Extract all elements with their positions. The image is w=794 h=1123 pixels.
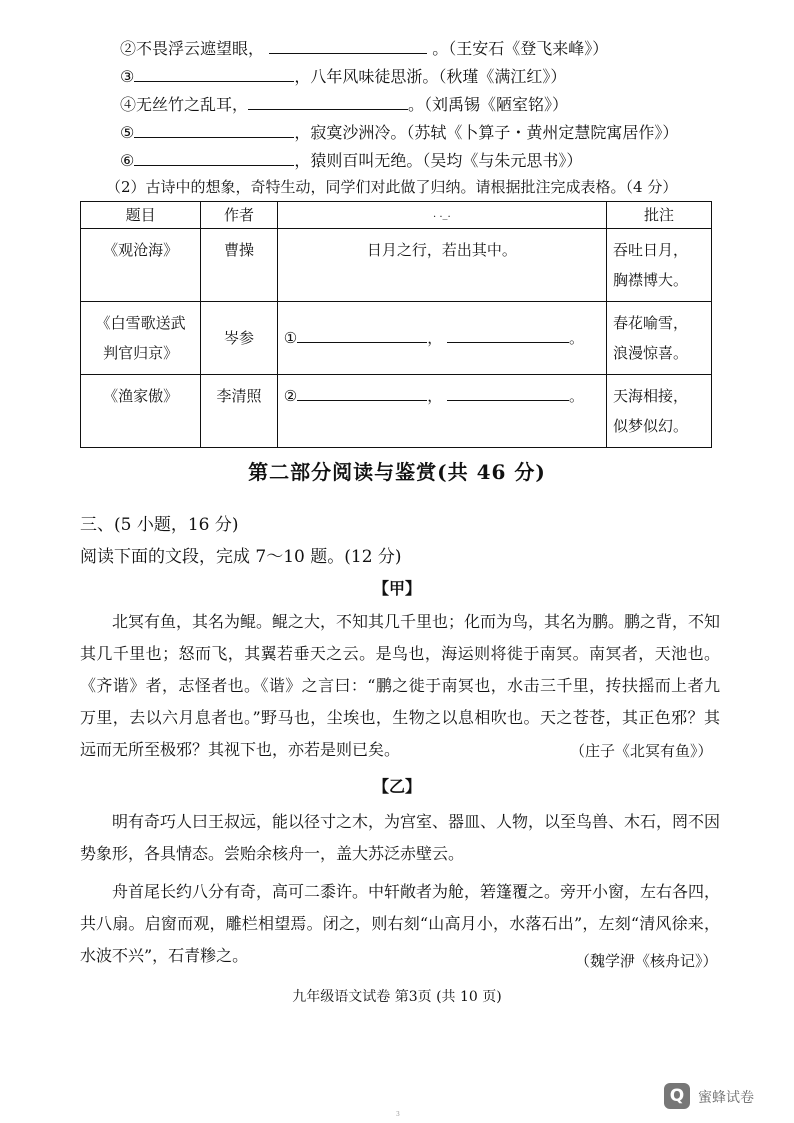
line-number: ②	[120, 39, 137, 58]
answer-blank[interactable]	[447, 386, 569, 401]
passage-jia: 北冥有鱼，其名为鲲。鲲之大，不知其几千里也；化而为鸟，其名为鹏。鹏之背，不知其几千里也；怒而飞，其翼若垂天之云。是鸟也，海运则将徙于南冥。南冥者，天池也。《齐谐》者，志怪者也。《谐》之言曰：“鹏之徙于南冥也，水击三千里，抟扶摇而上者九万里，去以六月息者也。”野马也，尘埃也，生物之以息相吹也。天之苍苍，其正色邪？其远而无所至极邪？其视下也，亦若是则已矣。	[80, 612, 721, 759]
reading-instruction: 阅读下面的文段，完成 7～10 题。(12 分)	[80, 547, 402, 567]
answer-blank[interactable]	[447, 328, 569, 343]
header-title: 题目	[81, 202, 201, 229]
part-2-title: 第二部分阅读与鉴赏(共 46 分)	[248, 460, 546, 484]
passage-yi-paragraph-1: 明有奇巧人曰王叔远，能以径寸之木，为宫室、器皿、人物，以至鸟兽、木石，罔不因势象形，各具情态。尝贻余核舟一，盖大苏泛赤壁云。	[80, 812, 721, 863]
fill-line-5: ⑤ ，寂寞沙洲冷。（苏轼《卜算子・黄州定慧院寓居作》）	[120, 123, 679, 142]
answer-blank[interactable]	[248, 95, 408, 110]
watermark-logo-icon: Q	[664, 1083, 690, 1109]
answer-blank[interactable]	[134, 67, 294, 82]
answer-blank[interactable]	[269, 39, 427, 54]
header-verse: . ._.	[277, 202, 606, 229]
table-row	[81, 375, 712, 448]
poem-title: 《白雪歌送武 判官归京》	[81, 302, 201, 375]
fill-line-2: ②不畏浮云遮望眼， 。（王安石《登飞来峰》）	[120, 39, 609, 58]
line-number: ⑤	[120, 123, 135, 142]
line-number: ③	[120, 67, 135, 86]
answer-blank[interactable]	[297, 328, 427, 343]
header-note: 批注	[606, 202, 711, 229]
table-row	[81, 302, 712, 375]
annotation: 春花喻雪， 浪漫惊喜。	[606, 302, 711, 375]
question-2-prompt: （2）古诗中的想象，奇特生动，同学们对此做了归纳。请根据批注完成表格。（4 分）	[106, 178, 678, 196]
answer-blank[interactable]	[134, 123, 294, 138]
poem-author: 李清照	[201, 375, 277, 448]
poem-author: 曹操	[201, 229, 277, 302]
line-number: ⑥	[120, 151, 135, 170]
imagination-table	[80, 201, 712, 448]
answer-blank[interactable]	[134, 151, 294, 166]
verse-blanks: ① ， 。	[277, 302, 606, 375]
passage-yi-label: 【乙】	[372, 777, 421, 796]
fill-line-3: ③ ，八年风味徒思浙。（秋瑾《满江红》）	[120, 67, 567, 86]
passage-yi-paragraph-2: 舟首尾长约八分有奇，高可二黍许。中轩敞者为舱，箬篷覆之。旁开小窗，左右各四，共八扇。启窗而观，雕栏相望焉。闭之，则右刻“山高月小，水落石出”，左刻“清风徐来，水波不兴”，石青糁之。	[80, 882, 721, 965]
passage-jia-source: （庄子《北冥有鱼》）	[570, 742, 713, 760]
watermark-text: 蜜蜂试卷	[698, 1090, 754, 1106]
passage-yi-source: （魏学洢《核舟记》）	[575, 952, 718, 970]
table-row	[81, 229, 712, 302]
poem-title: 《观沧海》	[81, 229, 201, 302]
section-3-heading: 三、(5 小题，16 分)	[80, 515, 239, 535]
poem-verse: 日月之行，若出其中。	[277, 229, 606, 302]
answer-blank[interactable]	[297, 386, 427, 401]
poem-title: 《渔家傲》	[81, 375, 201, 448]
page-footer: 九年级语文试卷 第3页 (共 10 页)	[292, 989, 502, 1005]
fill-line-4: ④无丝竹之乱耳， 。（刘禹锡《陋室铭》）	[120, 95, 569, 114]
annotation: 天海相接， 似梦似幻。	[606, 375, 711, 448]
page-mark: 3	[396, 1111, 400, 1118]
passage-jia-label: 【甲】	[372, 579, 421, 598]
line-number: ④	[120, 95, 137, 114]
verse-blanks: ② ， 。	[277, 375, 606, 448]
fill-line-6: ⑥ ，猿则百叫无绝。（吴均《与朱元思书》）	[120, 151, 583, 170]
header-author: 作者	[201, 202, 277, 229]
annotation: 吞吐日月， 胸襟博大。	[606, 229, 711, 302]
table-header-row	[81, 202, 712, 229]
poem-author: 岑参	[201, 302, 277, 375]
